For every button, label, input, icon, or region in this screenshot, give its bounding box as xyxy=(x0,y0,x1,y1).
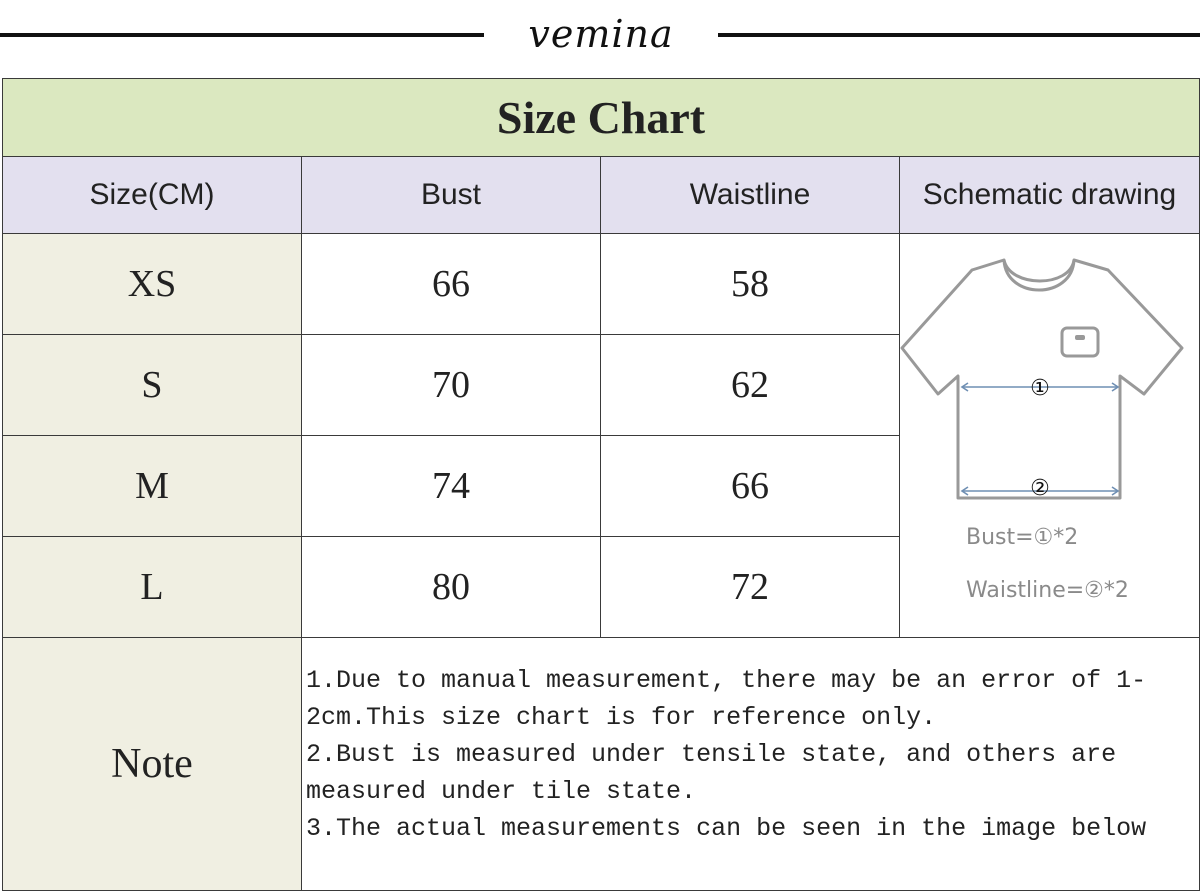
header-bust: Bust xyxy=(302,157,601,234)
header-waistline: Waistline xyxy=(601,157,900,234)
pocket-slot xyxy=(1075,335,1085,340)
bust-marker: ① xyxy=(1030,375,1050,401)
brand-divider-right xyxy=(718,33,1200,37)
waistline-cell: 72 xyxy=(601,537,900,638)
bust-cell: 66 xyxy=(302,234,601,335)
header-size: Size(CM) xyxy=(3,157,302,234)
note-line: 1.Due to manual measurement, there may be an error of 1- xyxy=(306,666,1147,695)
bust-cell: 70 xyxy=(302,335,601,436)
pocket-icon xyxy=(1062,328,1098,356)
brand-divider-left xyxy=(0,33,484,37)
waist-marker: ② xyxy=(1030,475,1050,501)
chart-title: Size Chart xyxy=(3,79,1200,157)
note-label: Note xyxy=(3,638,302,891)
header-row xyxy=(3,157,1200,234)
waist-formula: Waistline=②*2 xyxy=(966,577,1129,603)
header-schematic: Schematic drawing xyxy=(900,157,1200,234)
size-cell: M xyxy=(3,436,302,537)
brand-logo: vemina xyxy=(528,12,674,56)
waistline-cell: 58 xyxy=(601,234,900,335)
size-cell: L xyxy=(3,537,302,638)
bust-formula: Bust=①*2 xyxy=(966,524,1079,550)
title-row xyxy=(3,79,1200,157)
size-cell: S xyxy=(3,335,302,436)
waistline-cell: 62 xyxy=(601,335,900,436)
note-line: measured under tile state. xyxy=(306,777,697,806)
size-chart-table xyxy=(2,78,1200,891)
waistline-cell: 66 xyxy=(601,436,900,537)
note-line: 2.Bust is measured under tensile state, and others are xyxy=(306,740,1117,769)
table-row xyxy=(3,234,1200,335)
schematic-drawing-cell xyxy=(900,234,1200,638)
bust-cell: 80 xyxy=(302,537,601,638)
note-row xyxy=(3,638,1200,891)
brand-header xyxy=(0,0,1200,78)
tshirt-icon xyxy=(900,236,1197,636)
size-cell: XS xyxy=(3,234,302,335)
bust-cell: 74 xyxy=(302,436,601,537)
note-line: 2cm.This size chart is for reference only. xyxy=(306,703,937,732)
note-text xyxy=(302,638,1200,891)
note-line: 3.The actual measurements can be seen in the image below xyxy=(306,814,1147,843)
